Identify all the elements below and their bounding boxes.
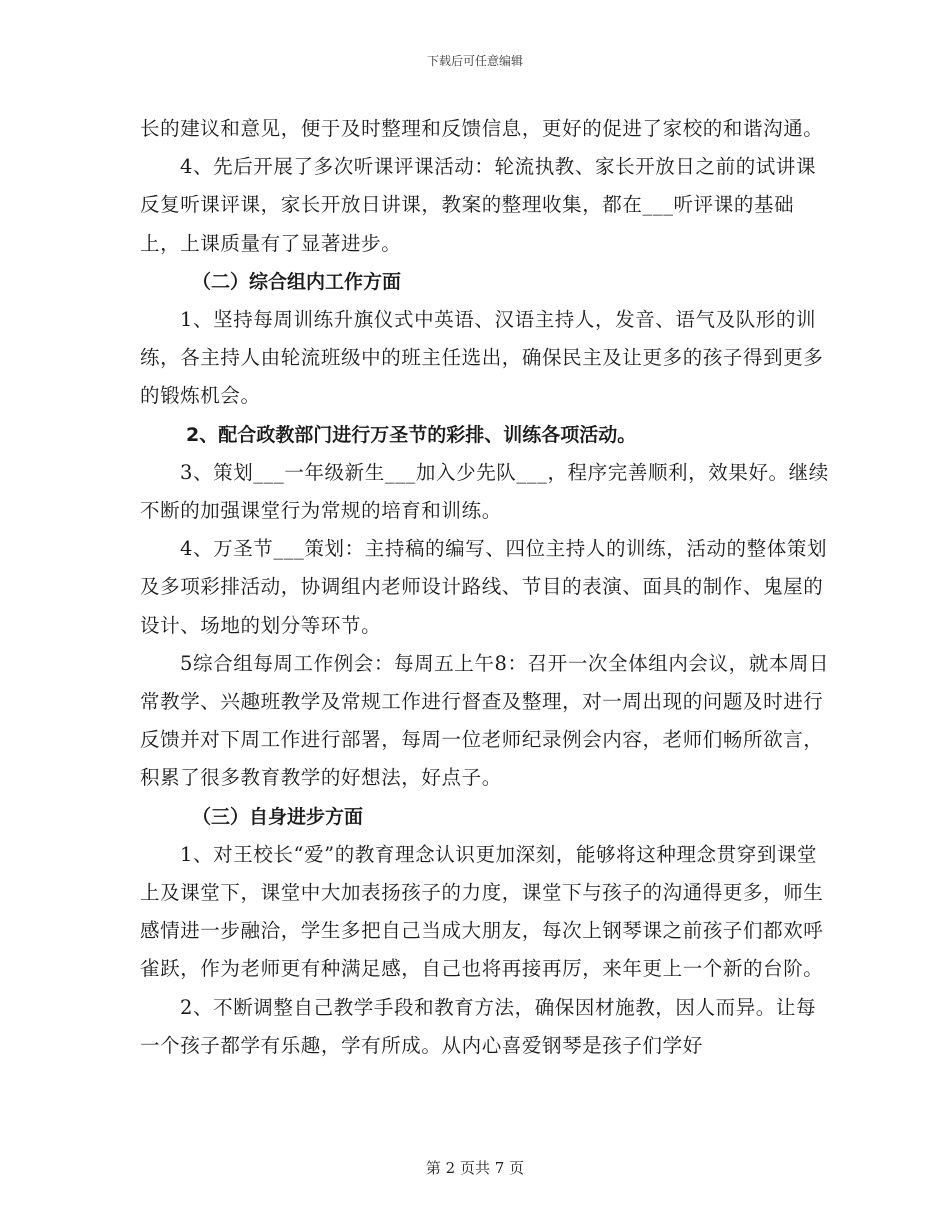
bold-paragraph: 2、配合政教部门进行万圣节的彩排、训练各项活动。 xyxy=(186,423,637,446)
paragraph: 2、不断调整自己教学手段和教育方法，确保因材施教，因人而异。让每一个孩子都学有乐趣，学有所成。从内心喜爱钢琴是孩子们学好 xyxy=(140,995,817,1057)
paragraph: 1、对王校长“爱”的教育理念认识更加深刻，能够将这种理念贯穿到课堂上及课堂下，课堂中大加表扬孩子的力度，课堂下与孩子的沟通得更多，师生感情进一步融洽，学生多把自己当成大朋友，每次上钢琴课之前孩子们都欢呼雀跃，作为老师更有种满足感，自己也将再接再厉，来年更上一个新的台阶。 xyxy=(140,842,824,981)
document-body xyxy=(140,110,830,1065)
page-header: 下载后可任意编辑 xyxy=(426,54,523,68)
paragraph: 长的建议和意见，便于及时整理和反馈信息，更好的促进了家校的和谐沟通。 xyxy=(140,117,824,140)
paragraph: 3、策划___一年级新生___加入少先队___，程序完善顺利，效果好。继续不断的加强课堂行为常规的培育和训练。 xyxy=(140,460,829,523)
paragraph: 4、万圣节___策划：主持稿的编写、四位主持人的训练，活动的整体策划及多项彩排活动，协调组内老师设计路线、节目的表演、面具的制作、鬼屋的设计、场地的划分等环节。 xyxy=(140,537,828,637)
paragraph: 5综合组每周工作例会：每周五上午8：召开一次全体组内会议，就本周日常教学、兴趣班教学及常规工作进行督查及整理，对一周出现的问题及时进行反馈并对下周工作进行部署，每周一位老师纪录例会内容，老师们畅所欲言，积累了很多教育教学的好想法，好点子。 xyxy=(140,651,830,790)
paragraph: 1、坚持每周训练升旗仪式中英语、汉语主持人，发音、语气及队形的训练，各主持人由轮流班级中的班主任选出，确保民主及让更多的孩子得到更多的锻炼机会。 xyxy=(140,308,824,408)
page-footer: 第 2 页共 7 页 xyxy=(425,1159,525,1177)
paragraph: 4、先后开展了多次听课评课活动：轮流执教、家长开放日之前的试讲课反复听课评课，家长开放日讲课，教案的整理收集，都在___听评课的基础上，上课质量有了显著进步。 xyxy=(140,155,817,255)
section-heading: （三）自身进步方面 xyxy=(192,805,364,828)
section-heading: （二）综合组内工作方面 xyxy=(192,270,402,293)
